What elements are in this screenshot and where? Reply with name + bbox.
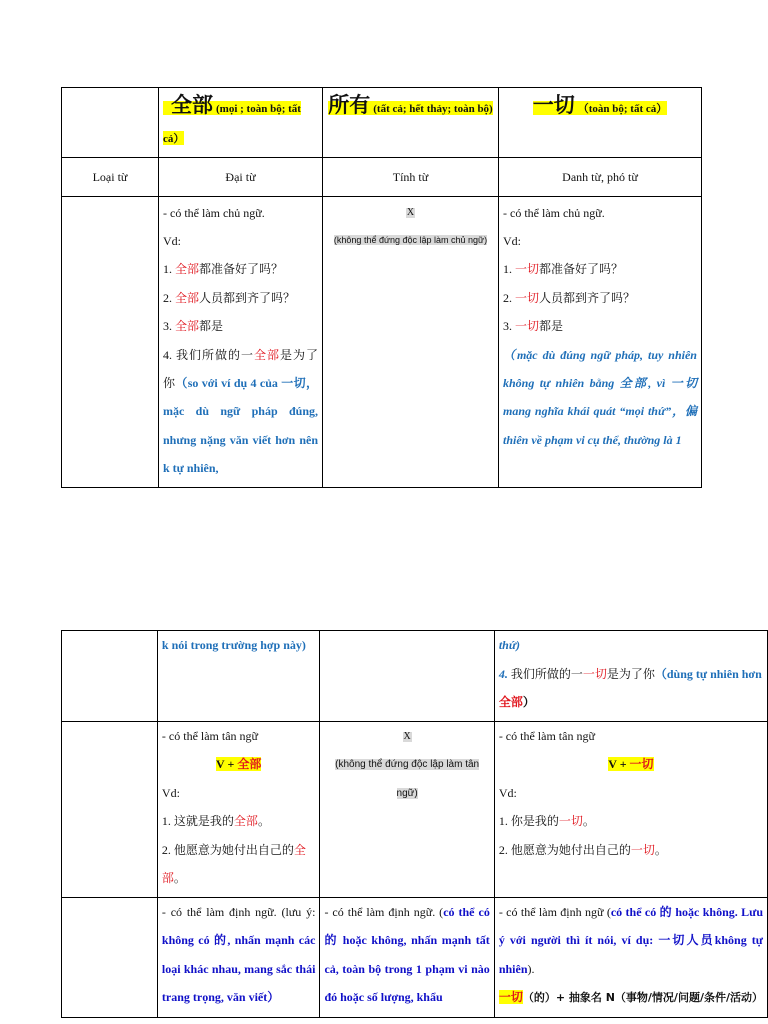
x-mark: X	[403, 730, 411, 742]
example-2: 2. 全部人员都到齐了吗？	[163, 290, 296, 305]
example-4: 4. 我们所做的一一切是为了你（dùng tự nhiên hơn	[498, 666, 762, 681]
pos-yiqie: Danh từ, phó từ	[499, 158, 702, 197]
attrib-quanbu-cell	[157, 897, 320, 1017]
vd-label: Vd:	[503, 233, 521, 248]
example-4-note: （so với ví dụ 4 của 一切，mặc dù ngữ pháp đúng, nhưng nặng văn viết hơn nên k tự nhiên,	[163, 375, 318, 476]
example-3: 3. 全部都是	[163, 319, 224, 334]
object-quanbu-cell	[157, 721, 320, 897]
vd-label: Vd:	[163, 233, 181, 248]
header-empty-cell	[62, 88, 159, 158]
header-gloss-yiqie: （toàn bộ; tất cả）	[577, 103, 668, 115]
subject-row	[62, 196, 702, 487]
cont-yiqie-cell	[494, 631, 767, 722]
object-pattern: V + 全部	[216, 757, 262, 771]
header-gloss-suoyou: (tất cả; hết thảy; toàn bộ)	[373, 103, 493, 115]
comparison-table-part2	[61, 630, 768, 1018]
x-note: (không thể đứng độc lập làm chủ ngữ)	[333, 235, 488, 245]
x-note: (không thể đứng độc lập làm tân ngữ)	[335, 759, 480, 799]
example-1: 1. 一切都准备好了吗？	[503, 262, 624, 277]
cont-label-cell	[62, 631, 158, 722]
example-4: 4. 我们所做的一全部是为了你（so với ví dụ 4 của 一切，mặc dù ngữ pháp đúng, nhưng nặng văn viết hơn nên k tự nhiên,	[163, 347, 318, 476]
subject-label-cell	[62, 196, 159, 487]
header-row	[62, 88, 702, 158]
example-2: 2. 他愿意为她付出自己的全部。	[161, 842, 306, 885]
header-cell-yiqie	[499, 88, 702, 158]
vd-label: Vd:	[498, 785, 517, 800]
object-yiqie-cell	[494, 721, 767, 897]
cont-note: k nói trong trường hợp này)	[161, 638, 306, 652]
subject-suoyou-cell	[323, 196, 499, 487]
part-of-speech-row	[62, 158, 702, 197]
cont-line1: thứ)	[498, 638, 521, 652]
subject-intro: - có thể làm chủ ngữ.	[163, 205, 265, 220]
object-pattern: V + 一切	[608, 757, 654, 771]
attrib-label-cell	[62, 897, 158, 1017]
cont-suoyou-cell	[320, 631, 494, 722]
attrib-note: - có thể làm định ngữ (có thể có 的 hoặc không. Lưu ý với người thì ít nói, ví dụ: 一切人员không tự nhiên).	[498, 904, 764, 976]
x-mark: X	[406, 206, 415, 218]
usage-note: （mặc dù đúng ngữ pháp, tuy nhiên không tự nhiên bằng 全部, vì 一切 mang nghĩa khái quát “mọi thứ”，偏 thiên về phạm vi cụ thể, thường là 1	[503, 347, 697, 447]
header-word-suoyou: 所有	[328, 93, 371, 117]
header-cell-suoyou	[323, 88, 499, 158]
continuation-row	[62, 631, 768, 722]
header-word-yiqie: 一切	[532, 93, 575, 117]
subject-quanbu-cell	[159, 196, 323, 487]
attrib-note: - có thể làm định ngữ. (lưu ý: không có 的, nhấn mạnh các loại khác nhau, mang sắc thái trang trọng, văn viết）	[161, 904, 316, 1004]
example-4-note-end: 全部）	[498, 695, 535, 709]
object-suoyou-cell	[320, 721, 494, 897]
example-1: 1. 全部都准备好了吗？	[163, 262, 284, 277]
subject-intro: - có thể làm chủ ngữ.	[503, 205, 605, 220]
object-label-cell	[62, 721, 158, 897]
pos-label: Loại từ	[62, 158, 159, 197]
pos-suoyou: Tính từ	[323, 158, 499, 197]
attrib-note: - có thể làm định ngữ. (có thể có 的 hoặc không, nhấn mạnh tất cả, toàn bộ trong 1 phạm vi nào đó hoặc số lượng, khẩu	[324, 904, 490, 1004]
comparison-table-part1	[61, 87, 702, 488]
example-1: 1. 你是我的一切。	[498, 814, 595, 828]
header-word-quanbu: 全部	[171, 93, 213, 117]
attrib-suoyou-cell	[320, 897, 494, 1017]
example-3: 3. 一切都是	[503, 319, 564, 334]
attributive-row	[62, 897, 768, 1017]
example-1: 1. 这就是我的全部。	[161, 814, 270, 828]
cont-quanbu-cell	[157, 631, 320, 722]
object-row	[62, 721, 768, 897]
object-intro: - có thể làm tân ngữ	[161, 728, 259, 743]
subject-yiqie-cell	[499, 196, 702, 487]
example-2: 2. 一切人员都到齐了吗？	[503, 290, 636, 305]
attrib-pattern: 一切（的）+ 抽象名 N（事物/情况/问题/条件/活动）	[498, 990, 763, 1004]
header-cell-quanbu	[159, 88, 323, 158]
pos-quanbu: Đại từ	[159, 158, 323, 197]
example-2: 2. 他愿意为她付出自己的一切。	[498, 842, 667, 857]
vd-label: Vd:	[161, 785, 180, 800]
object-intro: - có thể làm tân ngữ	[498, 728, 595, 743]
attrib-yiqie-cell	[494, 897, 767, 1017]
header-gloss-quanbu: (mọi ; toàn bộ; tất cả）	[163, 103, 301, 145]
